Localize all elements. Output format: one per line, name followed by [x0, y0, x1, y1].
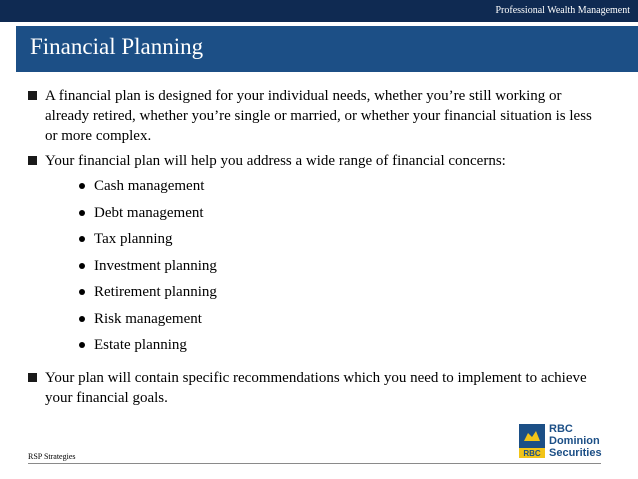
square-bullet-icon	[28, 91, 37, 100]
list-item-label: Risk management	[94, 310, 202, 327]
header-tagline: Professional Wealth Management	[495, 5, 630, 16]
list-item	[28, 309, 608, 336]
slide-title: Financial Planning	[30, 34, 204, 59]
dot-bullet-icon	[79, 210, 85, 216]
square-bullet-icon	[28, 373, 37, 382]
dot-bullet-icon	[79, 263, 85, 269]
logo-line-3: Securities	[549, 447, 602, 459]
logo-line-1: RBC	[549, 423, 573, 435]
bullet-text: A financial plan is designed for your individual needs, whether you’re still working or already retired, whether you’re single or married, or whether your financial situation is less or more complex.	[45, 88, 592, 144]
dot-bullet-icon	[79, 289, 85, 295]
bullet-text: Your financial plan will help you address a wide range of financial concerns:	[45, 153, 506, 169]
dot-bullet-icon	[79, 236, 85, 242]
list-item	[28, 335, 608, 362]
footer-label: RSP Strategies	[28, 452, 76, 461]
list-item	[28, 203, 608, 230]
list-item-label: Investment planning	[94, 257, 217, 274]
footer-divider	[28, 463, 601, 464]
rbc-shield-icon	[519, 424, 545, 458]
rbc-wordmark	[549, 423, 602, 459]
list-item	[28, 282, 608, 309]
list-item-label: Retirement planning	[94, 284, 217, 300]
list-item	[28, 176, 608, 203]
list-item-label: Cash management	[94, 178, 205, 194]
top-bar	[0, 0, 638, 22]
list-item	[28, 229, 608, 256]
bullet-recommendations	[28, 368, 608, 408]
title-band	[16, 26, 638, 72]
bullet-intro	[28, 86, 608, 146]
bullet-concerns	[28, 151, 608, 171]
dot-bullet-icon	[79, 183, 85, 189]
square-bullet-icon	[28, 156, 37, 165]
list-item-label: Tax planning	[94, 231, 173, 247]
list-item-label: Debt management	[94, 204, 204, 221]
concerns-list	[28, 176, 608, 362]
bullet-text: Your plan will contain specific recommendations which you need to implement to achieve your financial goals.	[45, 369, 587, 406]
rbc-badge-text: RBC	[523, 449, 541, 458]
dot-bullet-icon	[79, 342, 85, 348]
logo-line-2: Dominion	[549, 435, 600, 447]
rbc-logo	[519, 424, 609, 462]
dot-bullet-icon	[79, 316, 85, 322]
list-item	[28, 256, 608, 283]
slide-content	[28, 86, 608, 413]
list-item-label: Estate planning	[94, 337, 187, 353]
